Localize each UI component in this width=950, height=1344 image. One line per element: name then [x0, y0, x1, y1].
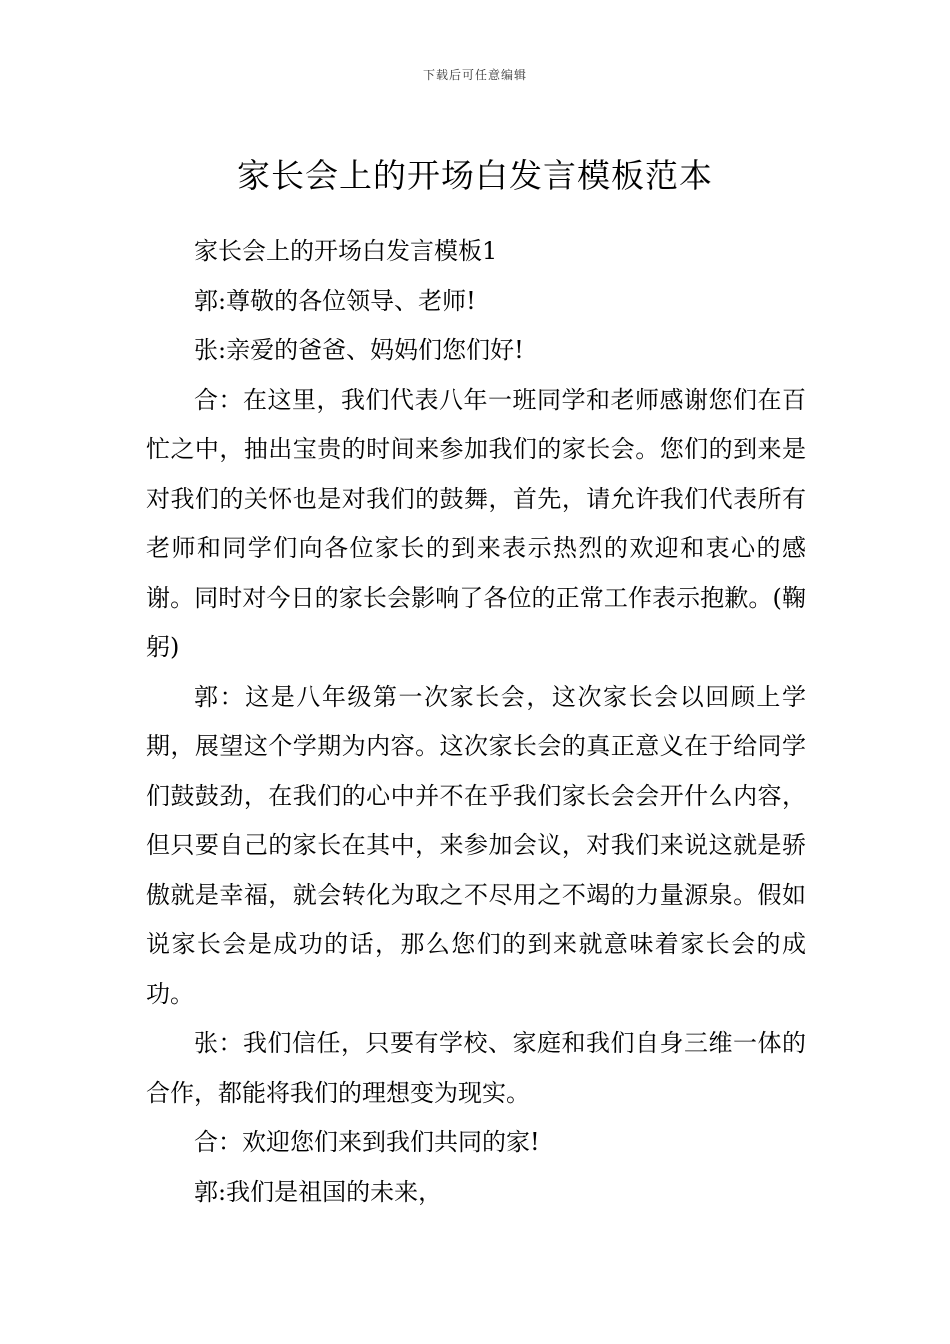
paragraph-greeting-guo: 郭:尊敬的各位领导、老师!	[194, 286, 476, 315]
paragraph-subtitle: 家长会上的开场白发言模板1	[194, 237, 498, 265]
header-note: 下载后可任意编辑	[422, 68, 527, 82]
paragraph-guo-meeting: 郭：这是八年级第一次家长会，这次家长会以回顾上学期，展望这个学期为内容。这次家长会的真正意义在于给同学们鼓鼓劲，在我们的心中并不在乎我们家长会会开什么内容，但只要自己的家长在其中，来参加会议，对我们来说这就是骄傲就是幸福，就会转化为取之不尽用之不竭的力量源泉。假如说家长会是成功的话，那么您们的到来就意味着家长会的成功。	[146, 682, 806, 1008]
paragraph-guo-future: 郭:我们是祖国的未来，	[194, 1177, 443, 1206]
document-title: 家长会上的开场白发言模板范本	[237, 156, 713, 196]
document-body	[146, 227, 806, 1217]
paragraph-together-welcome: 合：在这里，我们代表八年一班同学和老师感谢您们在百忙之中，抽出宝贵的时间来参加我们的家长会。您们的到来是对我们的关怀也是对我们的鼓舞，首先，请允许我们代表所有老师和同学们向各位家长的到来表示热烈的欢迎和衷心的感谢。同时对今日的家长会影响了各位的正常工作表示抱歉。(鞠躬)	[146, 385, 806, 661]
paragraph-together-home: 合：欢迎您们来到我们共同的家!	[194, 1128, 540, 1156]
paragraph-zhang-belief: 张：我们信任，只要有学校、家庭和我们自身三维一体的合作，都能将我们的理想变为现实。	[146, 1029, 806, 1107]
paragraph-greeting-zhang: 张:亲爱的爸爸、妈妈们您们好!	[194, 336, 524, 364]
